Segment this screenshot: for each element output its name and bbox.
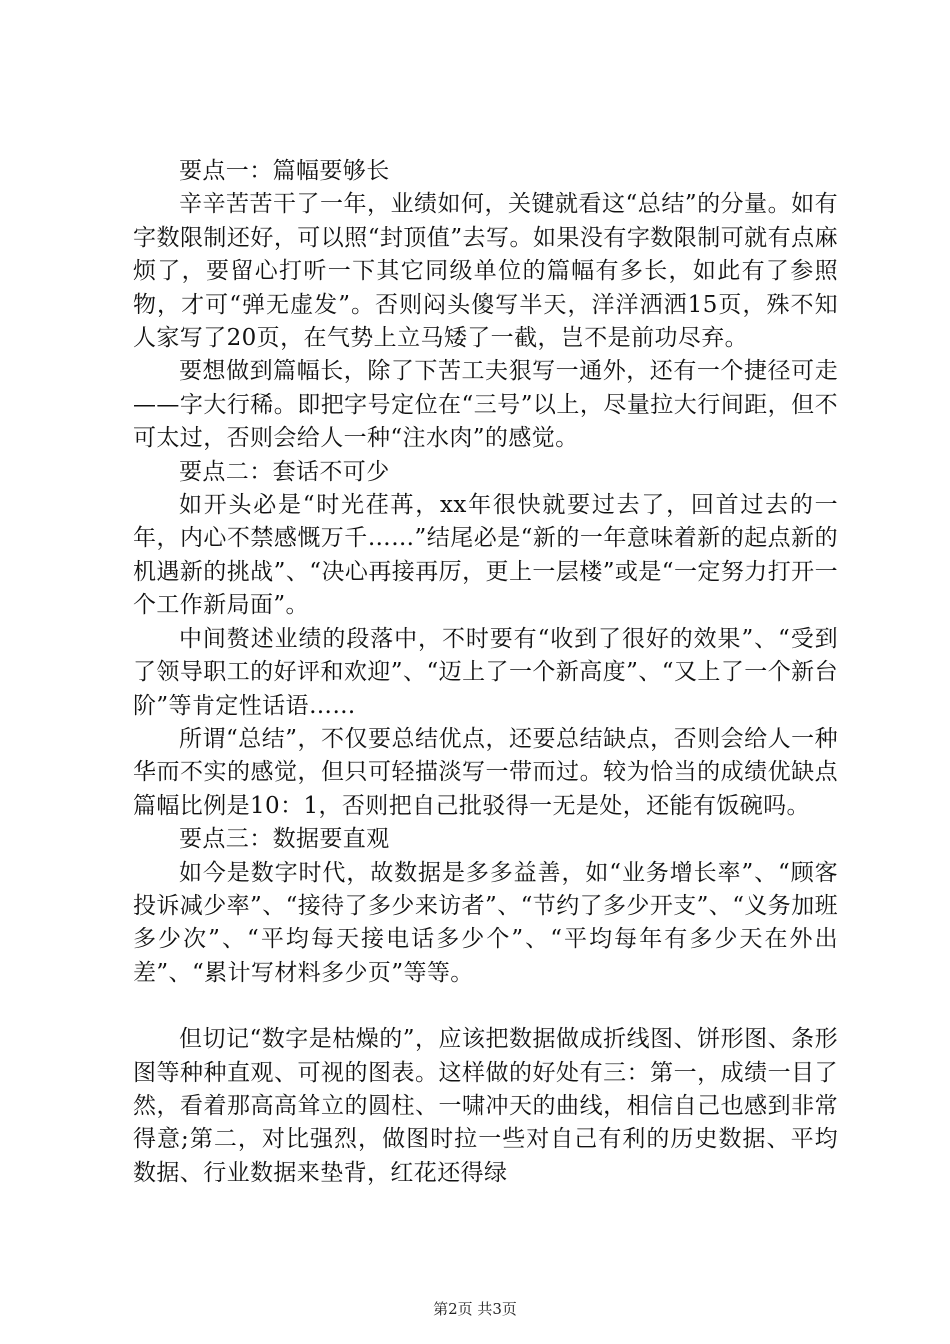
paragraph: 要想做到篇幅长，除了下苦工夫狠写一通外，还有一个捷径可走——字大行稀。即把字号定位在“三号”以上，尽量拉大行间距，但不可太过，否则会给人一种“注水肉”的感觉。 [133, 358, 838, 452]
paragraph: 辛辛苦苦干了一年，业绩如何，关键就看这“总结”的分量。如有字数限制还好，可以照“封顶值”去写。如果没有字数限制可就有点麻烦了，要留心打听一下其它同级单位的篇幅有多长，如此有了参照物，才可“弹无虚发”。否则闷头傻写半天，洋洋洒洒15页，殊不知人家写了20页，在气势上立马矮了一截，岂不是前功尽弃。 [133, 191, 838, 352]
section-heading: 要点二：套话不可少 [179, 458, 390, 485]
paragraph: 如今是数字时代，故数据是多多益善，如“业务增长率”、“顾客投诉减少率”、“接待了多少来访者”、“节约了多少开支”、“义务加班多少次”、“平均每天接电话多少个”、“平均每年有多少天在外出差”、“累计写材料多少页”等等。 [133, 859, 838, 986]
paragraph: 所谓“总结”，不仅要总结优点，还要总结缺点，否则会给人一种华而不实的感觉，但只可轻描淡写一带而过。较为恰当的成绩优缺点篇幅比例是10：1，否则把自己批驳得一无是处，还能有饭碗吗。 [133, 725, 838, 819]
paragraph: 如开头必是“时光荏苒，xx年很快就要过去了，回首过去的一年，内心不禁感慨万千……”结尾必是“新的一年意味着新的起点新的机遇新的挑战”、“决心再接再厉，更上一层楼”或是“一定努力打开一个工作新局面”。 [133, 492, 838, 619]
paragraph: 中间赘述业绩的段落中，不时要有“收到了很好的效果”、“受到了领导职工的好评和欢迎”、“迈上了一个新高度”、“又上了一个新台阶”等肯定性话语…… [133, 625, 838, 719]
document-body [133, 155, 838, 1190]
paragraph: 但切记“数字是枯燥的”，应该把数据做成折线图、饼形图、条形图等种种直观、可视的图表。这样做的好处有三：第一，成绩一目了然，看着那高高耸立的圆柱、一啸冲天的曲线，相信自己也感到非常得意;第二，对比强烈，做图时拉一些对自己有利的历史数据、平均数据、行业数据来垫背，红花还得绿 [133, 1026, 838, 1186]
page-number-footer: 第2页 共3页 [433, 1300, 517, 1318]
section-heading: 要点一：篇幅要够长 [179, 158, 390, 184]
blank-line [133, 990, 838, 1023]
section-heading: 要点三：数据要直观 [179, 826, 390, 853]
